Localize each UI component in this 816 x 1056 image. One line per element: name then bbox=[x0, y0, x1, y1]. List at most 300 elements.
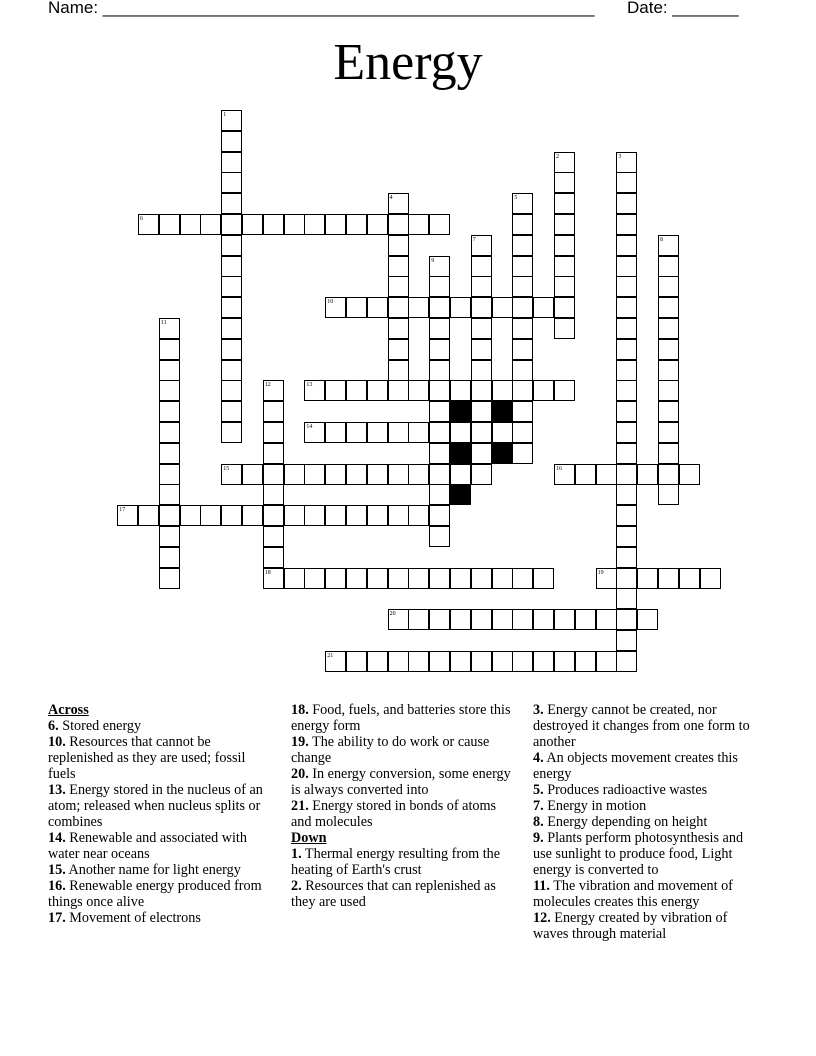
answer-square[interactable] bbox=[533, 297, 554, 318]
answer-square[interactable] bbox=[367, 214, 388, 235]
answer-square[interactable] bbox=[575, 609, 596, 630]
answer-square[interactable] bbox=[367, 651, 388, 672]
answer-square[interactable] bbox=[429, 526, 450, 547]
answer-square[interactable] bbox=[367, 380, 388, 401]
answer-square[interactable] bbox=[616, 651, 637, 672]
black-square bbox=[450, 443, 471, 464]
answer-square[interactable] bbox=[388, 339, 409, 360]
answer-square[interactable] bbox=[616, 443, 637, 464]
answer-square[interactable] bbox=[658, 464, 679, 485]
clue-text: Another name for light energy bbox=[65, 862, 241, 878]
answer-square[interactable] bbox=[346, 464, 367, 485]
answer-square[interactable] bbox=[388, 422, 409, 443]
answer-square[interactable] bbox=[221, 318, 242, 339]
answer-square[interactable] bbox=[512, 235, 533, 256]
answer-square[interactable] bbox=[512, 380, 533, 401]
clue-text: Stored energy bbox=[58, 718, 142, 734]
answer-square[interactable] bbox=[616, 297, 637, 318]
answer-square[interactable] bbox=[325, 422, 346, 443]
answer-square[interactable] bbox=[263, 547, 284, 568]
answer-square[interactable] bbox=[616, 630, 637, 651]
black-square bbox=[492, 401, 513, 422]
answer-square[interactable] bbox=[533, 568, 554, 589]
answer-square[interactable] bbox=[471, 443, 492, 464]
answer-square[interactable] bbox=[616, 484, 637, 505]
answer-square[interactable] bbox=[367, 505, 388, 526]
answer-square[interactable] bbox=[304, 464, 325, 485]
answer-square[interactable] bbox=[200, 214, 221, 235]
answer-square[interactable] bbox=[471, 297, 492, 318]
answer-square[interactable] bbox=[367, 422, 388, 443]
answer-square[interactable] bbox=[159, 380, 180, 401]
clue-text: Resources that can replenished as they are used bbox=[291, 878, 496, 910]
answer-square[interactable] bbox=[346, 297, 367, 318]
black-square bbox=[450, 401, 471, 422]
answer-square[interactable] bbox=[471, 380, 492, 401]
answer-square[interactable] bbox=[304, 214, 325, 235]
answer-square[interactable] bbox=[658, 443, 679, 464]
answer-square[interactable] bbox=[388, 651, 409, 672]
clue-item bbox=[48, 910, 276, 926]
answer-square[interactable] bbox=[429, 276, 450, 297]
answer-square[interactable] bbox=[180, 505, 201, 526]
answer-square[interactable] bbox=[700, 568, 721, 589]
clue-item bbox=[291, 766, 519, 798]
answer-square[interactable] bbox=[658, 380, 679, 401]
answer-square[interactable] bbox=[429, 214, 450, 235]
answer-square[interactable] bbox=[533, 380, 554, 401]
answer-square[interactable] bbox=[554, 609, 575, 630]
answer-square[interactable] bbox=[658, 568, 679, 589]
clue-text: The ability to do work or cause change bbox=[291, 734, 490, 766]
clue-text: The vibration and movement of molecules creates this energy bbox=[533, 878, 733, 910]
answer-square[interactable] bbox=[408, 464, 429, 485]
answer-square[interactable] bbox=[221, 401, 242, 422]
answer-square[interactable] bbox=[616, 526, 637, 547]
answer-square[interactable] bbox=[616, 235, 637, 256]
answer-square[interactable] bbox=[221, 276, 242, 297]
answer-square[interactable] bbox=[616, 339, 637, 360]
clue-text: Produces radioactive wastes bbox=[543, 782, 708, 798]
answer-square[interactable] bbox=[554, 297, 575, 318]
answer-square[interactable] bbox=[554, 256, 575, 277]
answer-square[interactable] bbox=[325, 505, 346, 526]
answer-square[interactable] bbox=[263, 401, 284, 422]
clue-number: 5. bbox=[533, 782, 544, 798]
clue-item bbox=[533, 910, 761, 942]
answer-square[interactable] bbox=[159, 360, 180, 381]
answer-square[interactable] bbox=[159, 505, 180, 526]
answer-square[interactable] bbox=[284, 464, 305, 485]
answer-square[interactable] bbox=[388, 380, 409, 401]
answer-square[interactable] bbox=[367, 297, 388, 318]
answer-square[interactable] bbox=[221, 297, 242, 318]
answer-square[interactable] bbox=[658, 318, 679, 339]
answer-square[interactable] bbox=[450, 297, 471, 318]
clue-number-label: 10 bbox=[327, 299, 334, 306]
answer-square[interactable] bbox=[159, 547, 180, 568]
answer-square[interactable] bbox=[658, 276, 679, 297]
answer-square[interactable] bbox=[367, 464, 388, 485]
answer-square[interactable] bbox=[388, 276, 409, 297]
clue-number: 17. bbox=[48, 910, 66, 926]
answer-square[interactable] bbox=[637, 568, 658, 589]
answer-square[interactable] bbox=[554, 193, 575, 214]
answer-square[interactable] bbox=[492, 651, 513, 672]
answer-square[interactable] bbox=[180, 214, 201, 235]
answer-square[interactable] bbox=[616, 588, 637, 609]
answer-square[interactable] bbox=[616, 214, 637, 235]
answer-square[interactable] bbox=[450, 380, 471, 401]
clue-text: Resources that cannot be replenished as they are used; fossil fuels bbox=[48, 734, 246, 782]
answer-square[interactable] bbox=[429, 609, 450, 630]
across-clue-list-continued bbox=[291, 702, 519, 830]
answer-square[interactable] bbox=[221, 505, 242, 526]
answer-square[interactable] bbox=[388, 256, 409, 277]
clues-column-1 bbox=[48, 702, 276, 926]
answer-square[interactable] bbox=[471, 401, 492, 422]
answer-square[interactable] bbox=[159, 568, 180, 589]
answer-square[interactable] bbox=[429, 568, 450, 589]
clue-number: 20. bbox=[291, 766, 309, 782]
answer-square[interactable] bbox=[263, 443, 284, 464]
answer-square[interactable] bbox=[429, 505, 450, 526]
answer-square[interactable] bbox=[616, 256, 637, 277]
answer-square[interactable] bbox=[512, 318, 533, 339]
answer-square[interactable] bbox=[388, 505, 409, 526]
answer-square[interactable] bbox=[616, 568, 637, 589]
clue-number: 7. bbox=[533, 798, 544, 814]
answer-square[interactable] bbox=[388, 318, 409, 339]
answer-square[interactable] bbox=[200, 505, 221, 526]
answer-square[interactable] bbox=[408, 422, 429, 443]
clue-item bbox=[533, 878, 761, 910]
date-line: Date: _______ bbox=[627, 0, 739, 17]
answer-square[interactable] bbox=[221, 422, 242, 443]
answer-square[interactable] bbox=[388, 568, 409, 589]
answer-square[interactable] bbox=[263, 464, 284, 485]
answer-square[interactable] bbox=[512, 568, 533, 589]
answer-square[interactable] bbox=[616, 609, 637, 630]
clue-number-label: 5 bbox=[514, 195, 518, 202]
answer-square[interactable] bbox=[554, 214, 575, 235]
answer-square[interactable] bbox=[429, 401, 450, 422]
down-clue-list-continued bbox=[533, 702, 761, 942]
answer-square[interactable] bbox=[325, 214, 346, 235]
answer-square[interactable] bbox=[138, 505, 159, 526]
answer-square[interactable] bbox=[533, 651, 554, 672]
answer-square[interactable] bbox=[242, 214, 263, 235]
answer-square[interactable] bbox=[616, 422, 637, 443]
answer-square[interactable] bbox=[408, 651, 429, 672]
clue-text: Energy stored in the nucleus of an atom; released when nucleus splits or combines bbox=[48, 782, 263, 830]
answer-square[interactable] bbox=[533, 609, 554, 630]
answer-square[interactable] bbox=[159, 526, 180, 547]
answer-square[interactable] bbox=[575, 464, 596, 485]
clue-item bbox=[533, 782, 761, 798]
answer-square[interactable] bbox=[221, 256, 242, 277]
answer-square[interactable] bbox=[346, 568, 367, 589]
answer-square[interactable] bbox=[263, 422, 284, 443]
answer-square[interactable] bbox=[492, 422, 513, 443]
answer-square[interactable] bbox=[658, 339, 679, 360]
answer-square[interactable] bbox=[408, 609, 429, 630]
answer-square[interactable] bbox=[492, 297, 513, 318]
answer-square[interactable] bbox=[512, 609, 533, 630]
clue-number-label: 6 bbox=[140, 216, 143, 222]
answer-square[interactable] bbox=[388, 360, 409, 381]
clue-number-label: 12 bbox=[264, 382, 271, 389]
answer-square[interactable] bbox=[429, 318, 450, 339]
clue-number-label: 7 bbox=[472, 236, 476, 243]
answer-square[interactable] bbox=[658, 256, 679, 277]
answer-square[interactable] bbox=[471, 422, 492, 443]
answer-square[interactable] bbox=[221, 235, 242, 256]
clue-item bbox=[48, 734, 276, 782]
answer-square[interactable] bbox=[616, 505, 637, 526]
answer-square[interactable] bbox=[616, 380, 637, 401]
clues-column-3 bbox=[533, 702, 761, 942]
answer-square[interactable] bbox=[471, 318, 492, 339]
answer-square[interactable] bbox=[408, 568, 429, 589]
answer-square[interactable] bbox=[429, 339, 450, 360]
answer-square[interactable] bbox=[658, 401, 679, 422]
answer-square[interactable] bbox=[575, 651, 596, 672]
answer-square[interactable] bbox=[346, 214, 367, 235]
answer-square[interactable] bbox=[159, 339, 180, 360]
answer-square[interactable] bbox=[554, 172, 575, 193]
clue-item bbox=[291, 846, 519, 878]
answer-square[interactable] bbox=[221, 152, 242, 173]
clue-number-label: 3 bbox=[618, 153, 622, 160]
answer-square[interactable] bbox=[554, 318, 575, 339]
answer-square[interactable] bbox=[263, 505, 284, 526]
clue-text: Energy stored in bonds of atoms and molecules bbox=[291, 798, 497, 830]
clue-number-label: 15 bbox=[223, 465, 230, 472]
clue-item bbox=[291, 798, 519, 830]
name-line: Name: ____________________________________________________ bbox=[48, 0, 595, 17]
answer-square[interactable] bbox=[450, 464, 471, 485]
answer-square[interactable] bbox=[471, 651, 492, 672]
answer-square[interactable] bbox=[284, 568, 305, 589]
answer-square[interactable] bbox=[429, 443, 450, 464]
answer-square[interactable] bbox=[658, 297, 679, 318]
answer-square[interactable] bbox=[492, 568, 513, 589]
answer-square[interactable] bbox=[471, 568, 492, 589]
answer-square[interactable] bbox=[554, 380, 575, 401]
answer-square[interactable] bbox=[221, 360, 242, 381]
answer-square[interactable] bbox=[616, 276, 637, 297]
down-clue-list bbox=[291, 846, 519, 910]
answer-square[interactable] bbox=[554, 651, 575, 672]
answer-square[interactable] bbox=[596, 464, 617, 485]
answer-square[interactable] bbox=[429, 380, 450, 401]
answer-square[interactable] bbox=[512, 443, 533, 464]
answer-square[interactable] bbox=[471, 256, 492, 277]
answer-square[interactable] bbox=[284, 505, 305, 526]
clue-number-label: 20 bbox=[389, 611, 396, 618]
answer-square[interactable] bbox=[679, 464, 700, 485]
clues-column-2 bbox=[291, 702, 519, 910]
answer-square[interactable] bbox=[512, 401, 533, 422]
clue-number: 10. bbox=[48, 734, 66, 750]
clue-number-label: 4 bbox=[389, 195, 393, 202]
answer-square[interactable] bbox=[242, 505, 263, 526]
answer-square[interactable] bbox=[512, 214, 533, 235]
answer-square[interactable] bbox=[221, 193, 242, 214]
clue-text: Food, fuels, and batteries store this energy form bbox=[291, 702, 511, 734]
answer-square[interactable] bbox=[388, 297, 409, 318]
clue-number-label: 11 bbox=[160, 320, 167, 326]
answer-square[interactable] bbox=[596, 651, 617, 672]
answer-square[interactable] bbox=[679, 568, 700, 589]
answer-square[interactable] bbox=[450, 568, 471, 589]
answer-square[interactable] bbox=[304, 505, 325, 526]
answer-square[interactable] bbox=[408, 297, 429, 318]
answer-square[interactable] bbox=[159, 401, 180, 422]
clue-text: Energy depending on height bbox=[543, 814, 708, 830]
clue-item bbox=[48, 830, 276, 862]
answer-square[interactable] bbox=[221, 339, 242, 360]
answer-square[interactable] bbox=[512, 422, 533, 443]
answer-square[interactable] bbox=[304, 568, 325, 589]
answer-square[interactable] bbox=[159, 443, 180, 464]
clue-number-label: 14 bbox=[306, 424, 313, 430]
answer-square[interactable] bbox=[471, 464, 492, 485]
answer-square[interactable] bbox=[346, 505, 367, 526]
clue-number-label: 2 bbox=[556, 153, 559, 160]
answer-square[interactable] bbox=[325, 380, 346, 401]
answer-square[interactable] bbox=[263, 526, 284, 547]
clue-text: Thermal energy resulting from the heating of Earth's crust bbox=[291, 846, 501, 878]
answer-square[interactable] bbox=[637, 609, 658, 630]
answer-square[interactable] bbox=[616, 172, 637, 193]
answer-square[interactable] bbox=[658, 360, 679, 381]
answer-square[interactable] bbox=[492, 380, 513, 401]
answer-square[interactable] bbox=[284, 214, 305, 235]
answer-square[interactable] bbox=[471, 276, 492, 297]
answer-square[interactable] bbox=[471, 339, 492, 360]
answer-square[interactable] bbox=[512, 651, 533, 672]
answer-square[interactable] bbox=[408, 505, 429, 526]
clue-text: Renewable energy produced from things once alive bbox=[48, 878, 262, 910]
answer-square[interactable] bbox=[325, 568, 346, 589]
clue-number: 4. bbox=[533, 750, 544, 766]
answer-square[interactable] bbox=[221, 214, 242, 235]
across-clue-list bbox=[48, 718, 276, 926]
answer-square[interactable] bbox=[346, 422, 367, 443]
clue-text: Plants perform photosynthesis and use sunlight to produce food, Light energy is converted to bbox=[533, 830, 744, 878]
answer-square[interactable] bbox=[408, 214, 429, 235]
clue-number: 14. bbox=[48, 830, 66, 846]
clue-number: 9. bbox=[533, 830, 544, 846]
answer-square[interactable] bbox=[346, 380, 367, 401]
answer-square[interactable] bbox=[221, 172, 242, 193]
answer-square[interactable] bbox=[263, 484, 284, 505]
answer-square[interactable] bbox=[637, 464, 658, 485]
answer-square[interactable] bbox=[616, 318, 637, 339]
clue-item bbox=[533, 830, 761, 878]
answer-square[interactable] bbox=[159, 422, 180, 443]
clue-number-label: 13 bbox=[306, 382, 313, 389]
clue-item bbox=[291, 878, 519, 910]
clue-number: 13. bbox=[48, 782, 66, 798]
clue-number-label: 1 bbox=[223, 112, 227, 118]
answer-square[interactable] bbox=[471, 360, 492, 381]
clue-item bbox=[533, 702, 761, 750]
clue-number: 19. bbox=[291, 734, 309, 750]
answer-square[interactable] bbox=[429, 297, 450, 318]
answer-square[interactable] bbox=[408, 380, 429, 401]
answer-square[interactable] bbox=[616, 360, 637, 381]
answer-square[interactable] bbox=[616, 401, 637, 422]
clue-number: 18. bbox=[291, 702, 309, 718]
answer-square[interactable] bbox=[221, 380, 242, 401]
answer-square[interactable] bbox=[512, 276, 533, 297]
answer-square[interactable] bbox=[325, 464, 346, 485]
answer-square[interactable] bbox=[658, 422, 679, 443]
answer-square[interactable] bbox=[471, 609, 492, 630]
answer-square[interactable] bbox=[221, 131, 242, 152]
answer-square[interactable] bbox=[429, 422, 450, 443]
answer-square[interactable] bbox=[512, 256, 533, 277]
clue-number-label: 9 bbox=[431, 257, 435, 264]
answer-square[interactable] bbox=[429, 484, 450, 505]
answer-square[interactable] bbox=[450, 609, 471, 630]
answer-square[interactable] bbox=[616, 547, 637, 568]
answer-square[interactable] bbox=[429, 651, 450, 672]
answer-square[interactable] bbox=[492, 609, 513, 630]
answer-square[interactable] bbox=[159, 214, 180, 235]
clue-text: Movement of electrons bbox=[65, 910, 201, 926]
answer-square[interactable] bbox=[367, 568, 388, 589]
clue-number: 1. bbox=[291, 846, 302, 862]
answer-square[interactable] bbox=[512, 297, 533, 318]
answer-square[interactable] bbox=[616, 464, 637, 485]
clue-item bbox=[48, 718, 276, 734]
black-square bbox=[492, 443, 513, 464]
answer-square[interactable] bbox=[346, 651, 367, 672]
answer-square[interactable] bbox=[159, 464, 180, 485]
answer-square[interactable] bbox=[263, 214, 284, 235]
answer-square[interactable] bbox=[554, 235, 575, 256]
clue-item bbox=[48, 862, 276, 878]
answer-square[interactable] bbox=[512, 360, 533, 381]
clue-text: Energy in motion bbox=[543, 798, 647, 814]
answer-square[interactable] bbox=[450, 651, 471, 672]
answer-square[interactable] bbox=[388, 235, 409, 256]
answer-square[interactable] bbox=[596, 609, 617, 630]
answer-square[interactable] bbox=[388, 464, 409, 485]
answer-square[interactable] bbox=[429, 464, 450, 485]
clue-item bbox=[291, 702, 519, 734]
answer-square[interactable] bbox=[616, 193, 637, 214]
clue-number: 8. bbox=[533, 814, 544, 830]
answer-square[interactable] bbox=[554, 276, 575, 297]
answer-square[interactable] bbox=[159, 484, 180, 505]
clue-number: 11. bbox=[533, 878, 550, 894]
answer-square[interactable] bbox=[512, 339, 533, 360]
answer-square[interactable] bbox=[429, 360, 450, 381]
answer-square[interactable] bbox=[388, 214, 409, 235]
answer-square[interactable] bbox=[242, 464, 263, 485]
answer-square[interactable] bbox=[658, 484, 679, 505]
answer-square[interactable] bbox=[450, 422, 471, 443]
clue-number: 21. bbox=[291, 798, 309, 814]
page-title: Energy bbox=[333, 34, 483, 91]
clue-number: 15. bbox=[48, 862, 66, 878]
clue-text: Renewable and associated with water near oceans bbox=[48, 830, 247, 862]
